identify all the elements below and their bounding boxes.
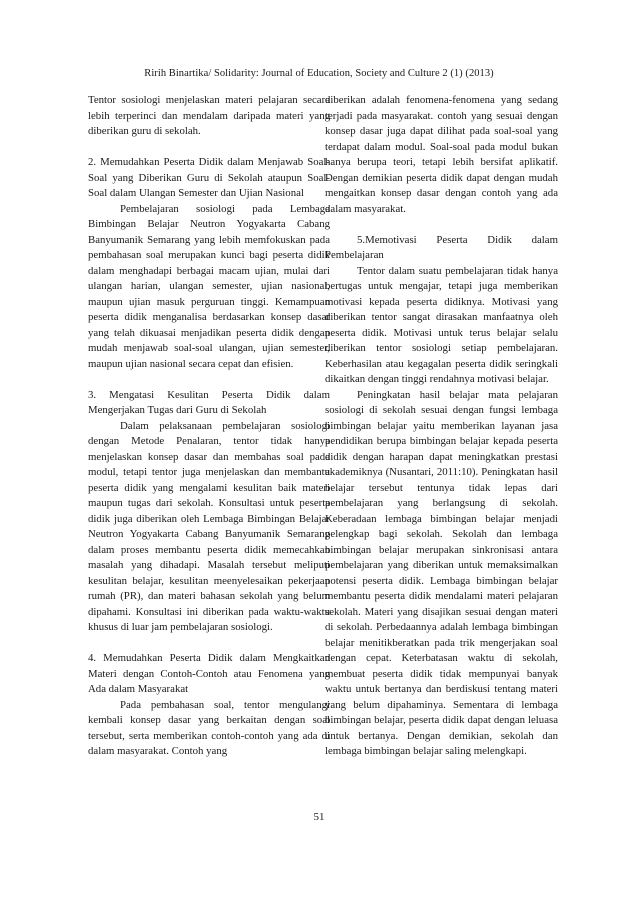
running-head: Ririh Binartika/ Solidarity: Journal of Education, Society and Culture 2 (1) (2013) [144,68,494,79]
section-heading: 2. Memudahkan Peserta Didik dalam Menjawab Soal-Soal yang Diberikan Guru di Sekolah ataupun Soal-Soal dalam Ulangan Semester dan Ujian Nasional [88,156,330,199]
paragraph-gap [88,372,330,388]
paragraph: Tentor dalam suatu pembelajaran tidak hanya bertugas untuk mengajar, tetapi juga memberikan motivasi kepada peserta didiknya. Motivasi yang diberikan tentor sangat dirasakan manfaatnya oleh peserta didik. Motivasi untuk terus belajar selalu diberikan tentor sosiologi setiap pembelajaran. Keberhasilan atau kegagalan peserta didik seringkali dikaitkan dengan tinggi rendahnya motivasi belajar. [325,264,558,385]
page-number: 51 [313,811,325,823]
paragraph: Dalam pelaksanaan pembelajaran sosiologi dengan Metode Penalaran, tentor tidak hanya menjelaskan konsep dasar dan membahas soal pada modul, tetapi tentor juga menjelaskan dan membantu peserta didik yang mengalami kesulitan baik materi maupun tugas dari sekolah. Konsultasi untuk peserta didik juga diberikan oleh Lembaga Bimbingan Belajar Neutron Yogyakarta Cabang Banyumanik Semarang dalam proses membantu peserta didik memecahkan masalah yang dihadapi. Masalah tersebut meliputi kesulitan belajar, kesulitan meenyelesaikan pekerjaan rumah (PR), dan materi bahasan sekolah yang belum dipahami. Konsultasi ini diberikan pada waktu-waktu khusus di luar jam pembelajaran sosiologi. [88,419,330,633]
section-heading: 3. Mengatasi Kesulitan Peserta Didik dalam Mengerjakan Tugas dari Guru di Sekolah [88,388,330,416]
paragraph: Pada pembahasan soal, tentor mengulangi kembali konsep dasar yang berkaitan dengan soal tersebut, serta memberikan contoh-contoh yang ada di dalam masyarakat. Contoh yang [88,698,330,757]
paragraph-gap [325,217,558,233]
paragraph: Peningkatan hasil belajar mata pelajaran sosiologi di sekolah sesuai dengan fungsi lembaga bimbingan belajar yaitu memberikan layanan jasa pendidikan berupa bimbingan belajar kepada peserta didik dengan harapan dapat meningkatkan prestasi akademiknya (Nusantari, 2011:10). Peningkatan hasil belajar tersebut tentunya tidak lepas dari pembelajaran yang berlangsung di sekolah. Keberadaan lembaga bimbingan belajar menjadi pelengkap bagi sekolah. Sekolah dan lembaga bimbingan belajar merupakan sinkronisasi antara pembelajaran yang diberikan untuk memaksimalkan potensi peserta didik. Lembaga bimbingan belajar membantu peserta didik mendalami materi pelajaran sekolah. Materi yang disajikan sesuai dengan materi di sekolah. Perbedaannya adalah lembaga bimbingan belajar menitikberatkan pada trik mengerjakan soal dengan cepat. Keterbatasan waktu di sekolah, membuat peserta didik tidak mempunyai banyak waktu untuk bertanya dan berdiskusi tentang materi yang belum dipahaminya. Sementara di lembaga bimbingan belajar, peserta didik dapat dengan leluasa untuk bertanya. Dengan demikian, sekolah dan lembaga bimbingan belajar saling melengkapi. [325,388,558,757]
left-column [88,93,330,760]
section-heading: 5.Memotivasi Peserta Didik dalam Pembelajaran [325,233,558,261]
section-heading: 4. Memudahkan Peserta Didik dalam Mengkaitkan Materi dengan Contoh-Contoh atau Fenomena yang Ada dalam Masyarakat [88,652,330,695]
paragraph-gap [88,636,330,652]
paragraph-gap [88,140,330,156]
paragraph: diberikan adalah fenomena-fenomena yang sedang terjadi pada masyarakat. contoh yang sesuai dengan konsep dasar juga dapat dilihat pada soal-soal yang terdapat dalam modul. Soal-soal pada modul bukan hanya berupa teori, tetapi lebih bersifat aplikatif. Dengan demikian peserta didik dapat dengan mudah mengaitkan konsep dasar dengan contoh yang ada dalam masyarakat. [325,94,558,215]
paragraph: Pembelajaran sosiologi pada Lembaga Bimbingan Belajar Neutron Yogyakarta Cabang Banyumanik Semarang yang lebih memfokuskan pada pembahasan soal merupakan kunci bagi peserta didik dalam menghadapi berbagai macam ujian, mulai dari ulangan harian, ulangan semester, ujian nasional, maupun ujian masuk perguruan tinggi. Kemampuan peserta didik menganalisa berdasarkan konsep dasar yang telah dikuasai menjadikan peserta didik dengan mudah menjawab soal-soal ulangan, ujian semester, maupun ujian nasional secara cepat dan efisien. [88,202,330,370]
right-column [325,93,558,760]
paragraph: Tentor sosiologi menjelaskan materi pelajaran secara lebih terperinci dan mendalam daripada materi yang diberikan guru di sekolah. [88,94,330,137]
